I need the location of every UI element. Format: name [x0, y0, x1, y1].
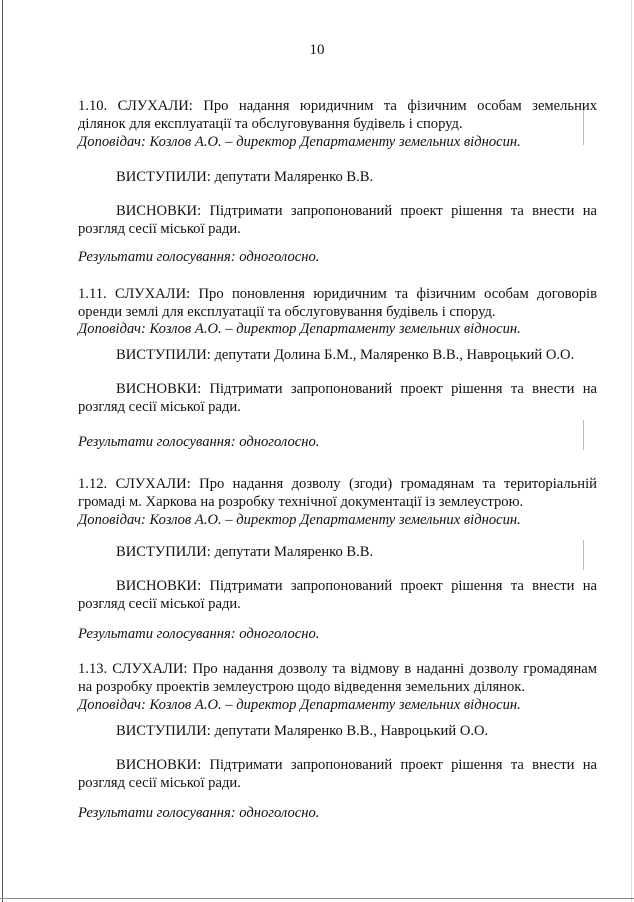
conclusion-line: розгляд сесії міської ради.	[78, 221, 241, 237]
vote-result: Результати голосування: одноголосно.	[78, 434, 320, 450]
conclusion-line: ВИСНОВКИ: Підтримати запропонований проект рішення та внести на	[116, 203, 597, 219]
scan-right-edge	[631, 0, 632, 902]
spoke-line: ВИСТУПИЛИ: депутати Маляренко В.В., Навроцький О.О.	[116, 723, 489, 739]
conclusion-line: розгляд сесії міської ради.	[78, 399, 241, 415]
vote-result: Результати голосування: одноголосно.	[78, 805, 320, 821]
conclusion-line: розгляд сесії міської ради.	[78, 775, 241, 791]
heard-line: 1.12. СЛУХАЛИ: Про надання дозволу (згоди) громадянам та територіальній	[78, 476, 597, 492]
vote-result: Результати голосування: одноголосно.	[78, 626, 320, 642]
scan-bottom-edge	[0, 898, 634, 899]
speaker-line: Доповідач: Козлов А.О. – директор Департаменту земельних відносин.	[78, 512, 521, 528]
vote-result: Результати голосування: одноголосно.	[78, 249, 320, 265]
conclusion-line: ВИСНОВКИ: Підтримати запропонований проект рішення та внести на	[116, 578, 597, 594]
conclusion-line: розгляд сесії міської ради.	[78, 596, 241, 612]
conclusion-line: ВИСНОВКИ: Підтримати запропонований проект рішення та внести на	[116, 381, 597, 397]
heard-line: на розробку проектів землеустрою щодо відведення земельних ділянок.	[78, 679, 526, 695]
heard-line: громаді м. Харкова на розробку технічної документації із землеустрою.	[78, 494, 524, 510]
scan-fold-mark	[583, 420, 584, 450]
spoke-line: ВИСТУПИЛИ: депутати Маляренко В.В.	[116, 169, 374, 185]
heard-line: ділянок для експлуатації та обслуговування будівель і споруд.	[78, 116, 463, 132]
speaker-line: Доповідач: Козлов А.О. – директор Департаменту земельних відносин.	[78, 321, 521, 337]
heard-line: 1.10. СЛУХАЛИ: Про надання юридичним та фізичним особам земельних	[78, 98, 597, 114]
spoke-line: ВИСТУПИЛИ: депутати Маляренко В.В.	[116, 544, 374, 560]
speaker-line: Доповідач: Козлов А.О. – директор Департаменту земельних відносин.	[78, 697, 521, 713]
speaker-line: Доповідач: Козлов А.О. – директор Департаменту земельних відносин.	[78, 134, 521, 150]
heard-line: оренди землі для експлуатації та обслуговування будівель і споруд.	[78, 304, 496, 320]
conclusion-line: ВИСНОВКИ: Підтримати запропонований проект рішення та внести на	[116, 757, 597, 773]
scan-fold-mark	[583, 540, 584, 570]
scan-left-edge	[2, 0, 3, 902]
page-number: 10	[309, 42, 325, 58]
spoke-line: ВИСТУПИЛИ: депутати Долина Б.М., Маляренко В.В., Навроцький О.О.	[116, 347, 575, 363]
heard-line: 1.13. СЛУХАЛИ: Про надання дозволу та відмову в наданні дозволу громадянам	[78, 661, 597, 677]
heard-line: 1.11. СЛУХАЛИ: Про поновлення юридичним та фізичним особам договорів	[78, 286, 597, 302]
